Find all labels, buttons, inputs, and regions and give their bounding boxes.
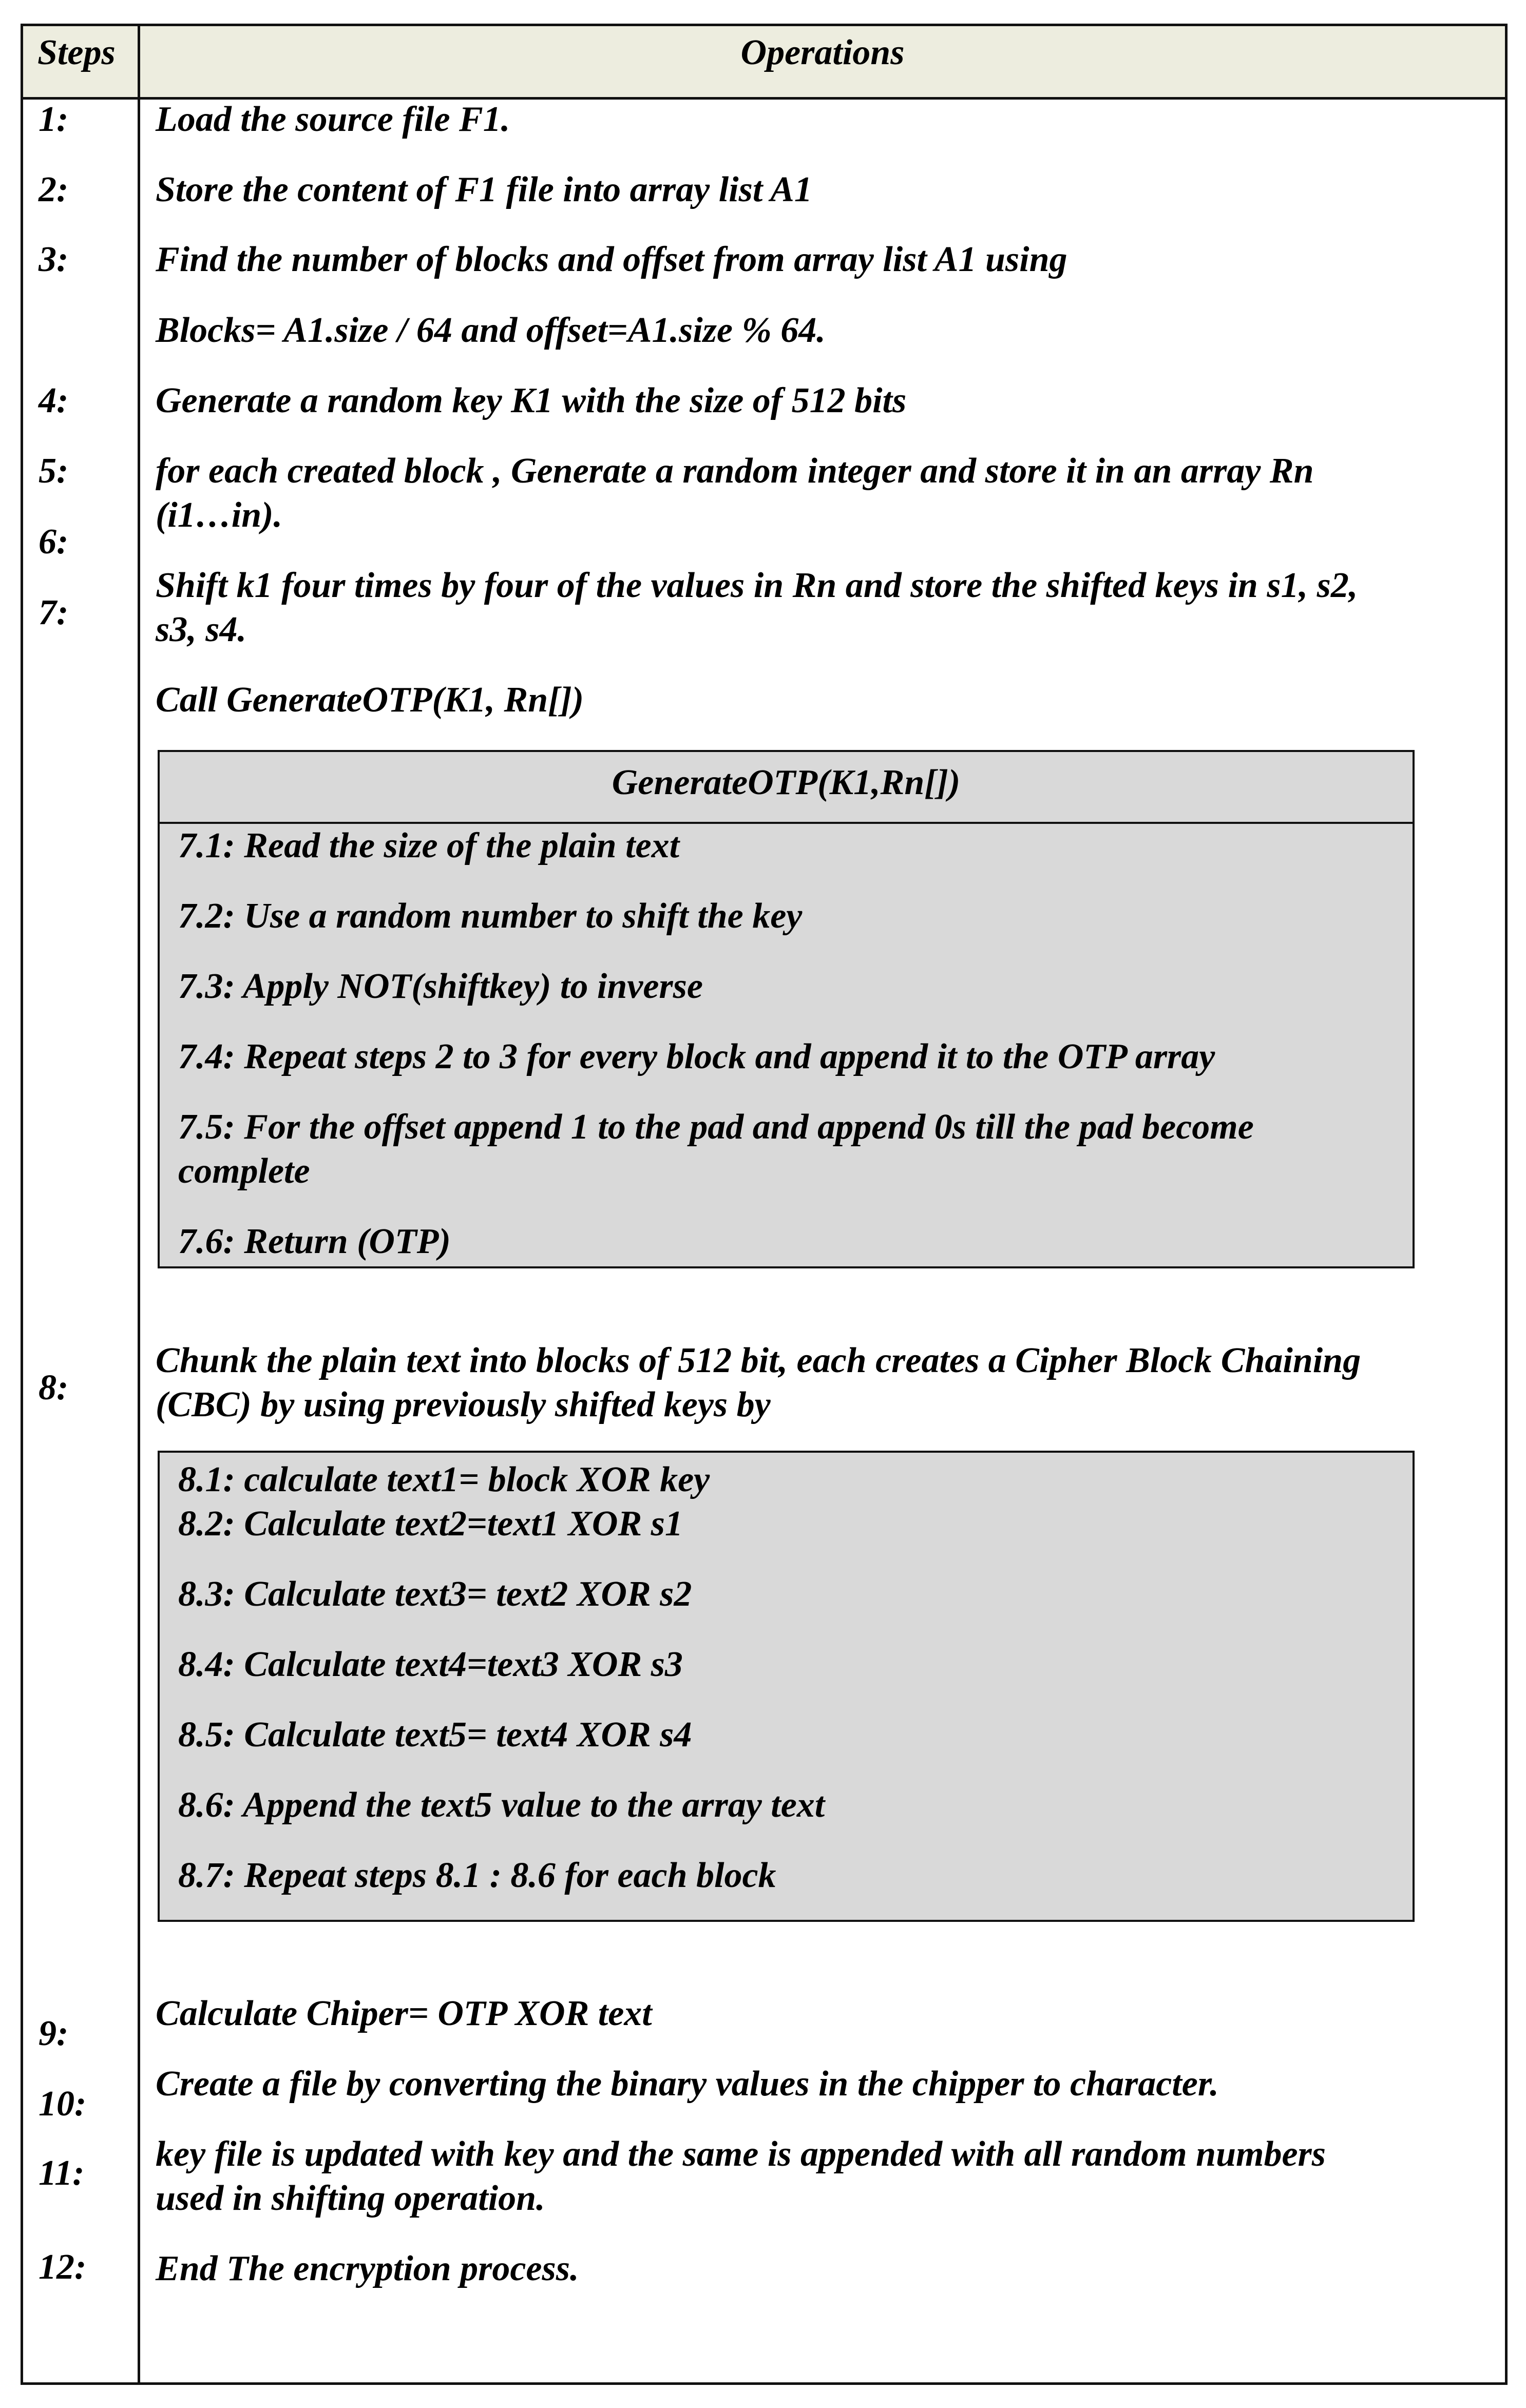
step-number: 10: bbox=[39, 2084, 87, 2124]
step-number: 11: bbox=[39, 2153, 85, 2193]
step-number: 9: bbox=[39, 2014, 69, 2053]
cbc-step: 8.1: calculate text1= block XOR key bbox=[178, 1460, 710, 1499]
operation-text: (i1…in). bbox=[156, 495, 282, 535]
step-number: 4: bbox=[39, 381, 69, 420]
header-operations: Operations bbox=[740, 33, 905, 72]
column-divider bbox=[138, 26, 140, 2382]
operation-text: s3, s4. bbox=[156, 610, 246, 649]
operation-text: Create a file by converting the binary values in the chipper to character. bbox=[156, 2064, 1219, 2104]
operation-text: End The encryption process. bbox=[156, 2249, 579, 2288]
cbc-step: 8.4: Calculate text4=text3 XOR s3 bbox=[178, 1645, 683, 1684]
cbc-step: 8.2: Calculate text2=text1 XOR s1 bbox=[178, 1504, 683, 1544]
table-header bbox=[23, 26, 1505, 100]
cbc-steps-box bbox=[158, 1451, 1415, 1922]
step-number: 5: bbox=[39, 451, 69, 491]
operation-text: Shift k1 four times by four of the values in Rn and store the shifted keys in s1, s2, bbox=[156, 566, 1358, 605]
cbc-step: 8.5: Calculate text5= text4 XOR s4 bbox=[178, 1715, 692, 1755]
step-number: 12: bbox=[39, 2247, 87, 2287]
otp-step: 7.6: Return (OTP) bbox=[178, 1222, 451, 1261]
step-number: 3: bbox=[39, 240, 69, 279]
operation-text: Find the number of blocks and offset from array list A1 using bbox=[156, 240, 1067, 279]
operation-text: Chunk the plain text into blocks of 512 bit, each creates a Cipher Block Chaining bbox=[156, 1341, 1361, 1380]
generate-otp-title: GenerateOTP(K1,Rn[]) bbox=[160, 752, 1413, 824]
step-number: 1: bbox=[39, 100, 69, 139]
otp-step: 7.2: Use a random number to shift the key bbox=[178, 896, 803, 936]
operation-text: for each created block , Generate a random integer and store it in an array Rn bbox=[156, 451, 1314, 491]
otp-step: 7.4: Repeat steps 2 to 3 for every block and append it to the OTP array bbox=[178, 1037, 1215, 1076]
header-steps: Steps bbox=[37, 33, 116, 72]
generate-otp-box bbox=[158, 750, 1415, 1268]
cbc-step: 8.7: Repeat steps 8.1 : 8.6 for each block bbox=[178, 1856, 776, 1895]
step-number: 7: bbox=[39, 593, 69, 632]
operation-text: Generate a random key K1 with the size of 512 bits bbox=[156, 381, 907, 420]
otp-step: 7.3: Apply NOT(shiftkey) to inverse bbox=[178, 967, 703, 1006]
step-number: 2: bbox=[39, 170, 69, 209]
otp-step: 7.5: For the offset append 1 to the pad and append 0s till the pad become bbox=[178, 1107, 1254, 1147]
step-number: 8: bbox=[39, 1368, 69, 1408]
operation-text: used in shifting operation. bbox=[156, 2179, 545, 2218]
operation-text: Calculate Chiper= OTP XOR text bbox=[156, 1994, 652, 2033]
cbc-step: 8.3: Calculate text3= text2 XOR s2 bbox=[178, 1574, 692, 1614]
operation-text: Call GenerateOTP(K1, Rn[]) bbox=[156, 680, 584, 720]
operation-text: Store the content of F1 file into array list A1 bbox=[156, 170, 812, 209]
cbc-step: 8.6: Append the text5 value to the array text bbox=[178, 1785, 825, 1825]
otp-step: complete bbox=[178, 1151, 310, 1191]
operation-text: Blocks= A1.size / 64 and offset=A1.size % 64. bbox=[156, 311, 826, 350]
algorithm-table bbox=[21, 24, 1508, 2385]
operation-text: Load the source file F1. bbox=[156, 100, 510, 139]
otp-step: 7.1: Read the size of the plain text bbox=[178, 826, 680, 865]
operation-text: (CBC) by using previously shifted keys by bbox=[156, 1385, 771, 1424]
step-number: 6: bbox=[39, 522, 69, 562]
operation-text: key file is updated with key and the same is appended with all random numbers bbox=[156, 2134, 1326, 2174]
